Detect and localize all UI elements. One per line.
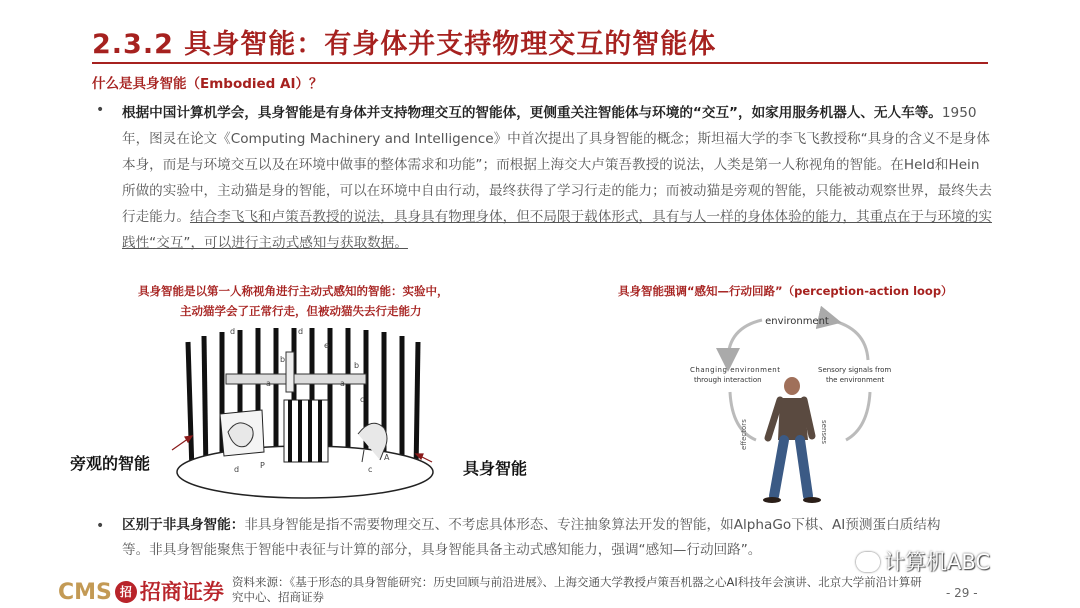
non-embodied-bold-text: 区别于非具身智能： (122, 517, 245, 533)
svg-text:b: b (354, 361, 360, 370)
paragraph-definition (122, 100, 992, 256)
kitten-carousel-diagram (170, 322, 440, 504)
changing-environment-label: Changing environment (690, 366, 780, 374)
title-rule (92, 62, 988, 64)
label-passive-intelligence: 旁观的智能 (70, 454, 151, 473)
right-figure-caption: 具身智能强调“感知—行动回路”（perception-action loop） (618, 284, 953, 298)
paragraph-non-embodied (122, 513, 952, 563)
svg-text:a: a (340, 379, 345, 388)
senses-label: senses (820, 420, 828, 444)
the-environment-label: the environment (826, 376, 885, 384)
walking-man-figure (763, 377, 821, 503)
definition-bold-text: 根据中国计算机学会，具身智能是有身体并支持物理交互的智能体，更侧重关注智能体与环境的“交互”，如家用服务机器人、无人车等。 (122, 105, 942, 121)
left-figure-caption-line2: 主动猫学会了正常行走，但被动猫失去行走能力 (180, 304, 422, 318)
loop-arc-top-left (728, 320, 762, 360)
svg-text:c: c (360, 395, 365, 404)
perception-action-loop-diagram (680, 300, 920, 510)
definition-underlined-text: 结合李飞飞和卢策吾教授的说法，具身具有物理身体，但不局限于载体形式，具有与人一样的身体体验的能力，其重点在于与环境的实践性“交互”，可以进行主动式感知与获取数据。 (122, 209, 992, 251)
bullet-marker-1: • (96, 102, 105, 118)
loop-arc-top-right (830, 320, 868, 360)
center-drum (284, 400, 328, 462)
svg-text:d: d (230, 327, 236, 336)
svg-text:d: d (234, 465, 240, 474)
non-embodied-body-text: 非具身智能是指不需要物理交互、不考虑具体形态、专注抽象算法开发的智能，如AlphaGo下棋、AI预测蛋白质结构等。非具身智能聚焦于智能中表征与计算的部分，具身智能具备主动式感知能力，强调“感知—行动回路”。 (122, 517, 941, 558)
through-interaction-label: through interaction (694, 376, 762, 384)
left-figure-caption-line1: 具身智能是以第一人称视角进行主动式感知的智能：实验中， (138, 284, 449, 298)
center-post (286, 352, 294, 392)
sensory-signals-label: Sensory signals from (818, 366, 892, 374)
definition-body-text: 1950年，图灵在论文《Computing Machinery and Intelligence》中首次提出了具身智能的概念；斯坦福大学的李飞飞教授称“具身的含义不是身体本身，而是与环境交互以及在环境中做事的整体需求和功能”；而根据上海交大卢策吾教授的说法，人类是第一人称视角的智能。在Held和Hein所做的实验中，主动猫是身的智能，可以在环境中自由行动，最终获得了学习行走的能力；而被动猫是旁观的智能，只能被动观察世界，最终失去行走能力。 (122, 105, 992, 225)
watermark-icon (856, 552, 880, 572)
svg-text:c: c (368, 465, 373, 474)
effectors-label: effectors (740, 419, 748, 450)
logo-chinese-text: 招商证券 (139, 580, 224, 604)
svg-text:a: a (266, 379, 271, 388)
svg-text:A: A (384, 453, 390, 462)
watermark-text: 计算机ABC (884, 550, 991, 574)
label-embodied-intelligence: 具身智能 (463, 459, 528, 478)
section-subtitle: 什么是具身智能（Embodied AI）？ (92, 76, 323, 92)
svg-text:e: e (324, 341, 329, 350)
svg-text:b: b (280, 355, 286, 364)
svg-text:P: P (260, 461, 265, 470)
logo-latin-text: CMS (58, 580, 112, 605)
logo-badge: 招 (115, 581, 137, 603)
svg-text:d: d (298, 327, 304, 336)
cms-logo (58, 576, 224, 606)
page-number: - 29 - (946, 586, 978, 600)
watermark (856, 546, 990, 576)
crossbar (226, 374, 366, 384)
bullet-marker-2: • (96, 518, 105, 534)
source-note: 资料来源：《基于形态的具身智能研究：历史回顾与前沿进展》、上海交通大学教授卢策吾机器之心AI科技年会演讲、北京大学前沿计算研究中心、招商证券 (232, 575, 922, 604)
page-title: 2.3.2 具身智能：有身体并支持物理交互的智能体 (92, 29, 717, 60)
loop-arc-bottom-right (846, 392, 870, 440)
environment-label: environment (765, 316, 829, 327)
